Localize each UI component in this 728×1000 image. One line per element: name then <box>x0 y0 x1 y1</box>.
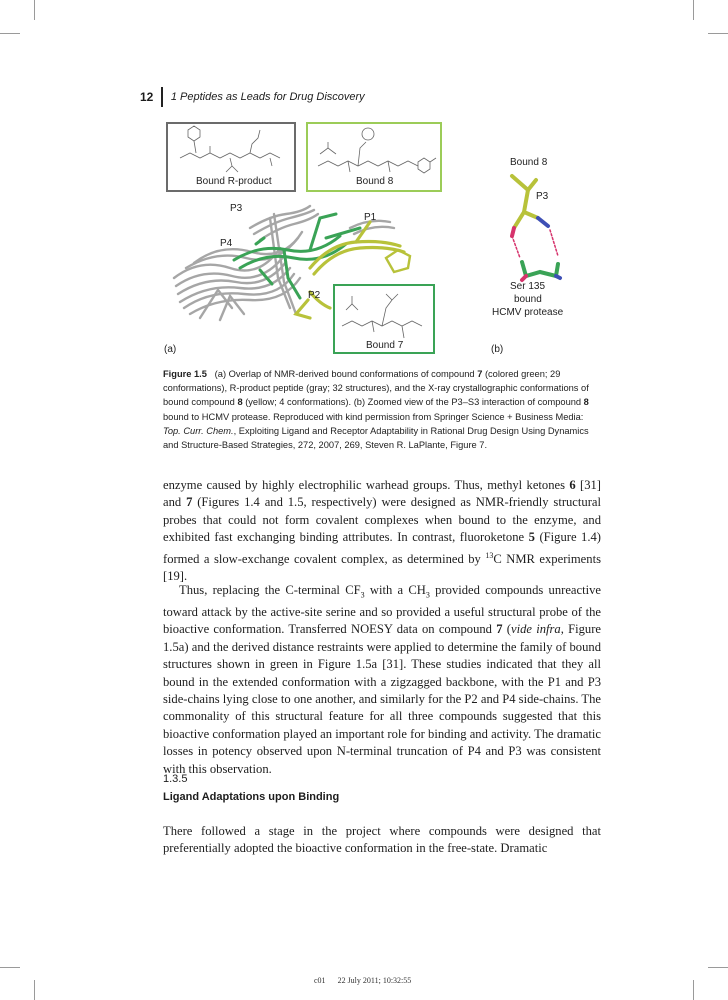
compound-ref: 7 <box>477 369 483 379</box>
head-divider <box>161 87 163 107</box>
bound-7-structure <box>342 294 422 338</box>
label-hcmv-protease: HCMV protease <box>492 307 564 318</box>
label-bound-8-right: Bound 8 <box>510 157 548 168</box>
figure-1-5 <box>160 118 600 361</box>
text: Thus, replacing the C-terminal CF <box>179 583 361 597</box>
text: There followed a stage in the project where compounds were designed that preferentially adopted the bioactive conformation in the free-state. Dramatic <box>163 824 601 856</box>
caption-text: (colored green; 29 conformations), R-product peptide (gray; 32 structures), and the X-ray crystallographic conformations of bound compound <box>163 369 589 408</box>
label-bound-8-left: Bound 8 <box>356 176 394 187</box>
crop-mark <box>693 0 694 20</box>
text: , Figure 1.5a) and the derived distance restraints were applied to determine the family of bound structures shown in green in Figure 1.5a [31]. These studies indicated that they all bound in the extended conformation with a zigzagged backbone, with the P1 and P3 side-chains lying close to one another, and similarly for the P2 and P4 side-chains. The commonality of this structural feature for all three compounds suggested that this bioactive conformation played an important role for binding and activity. The dramatic losses in potency observed upon N-terminal truncation of P4 and P3 was consistent with this observation. <box>163 622 602 776</box>
gray-conformers <box>174 206 394 320</box>
section-title: Ligand Adaptations upon Binding <box>163 791 340 803</box>
text: (Figures 1.4 and 1.5, respectively) were designed as NMR-friendly structural probes that could not form covalent complexes when bound to the enzyme, and exhibited fast exchanging binding attributes. In contrast, fluoroketone <box>163 495 601 545</box>
running-head <box>140 88 365 106</box>
label-bound-7: Bound 7 <box>366 340 404 351</box>
paragraph-1 <box>163 477 601 586</box>
compound-ref: 8 <box>583 397 589 408</box>
subscript: 3 <box>425 590 430 600</box>
crop-mark <box>34 980 35 1000</box>
label-panel-a: (a) <box>164 344 177 355</box>
r-product-structure <box>180 126 280 172</box>
crop-mark <box>0 33 20 34</box>
text: (Figure 1.4) formed a slow-exchange covalent complex, as determined by <box>163 530 601 566</box>
text: C NMR experiments [19]. <box>163 551 601 584</box>
caption-label: Figure 1.5 <box>163 369 207 379</box>
superscript: 13 <box>485 550 494 560</box>
crop-mark <box>708 967 728 968</box>
compound-ref: 5 <box>528 530 535 545</box>
text: [31] and <box>163 478 601 510</box>
label-bound: bound <box>514 294 542 305</box>
figure-caption <box>163 367 603 452</box>
label-bound-r-product: Bound R-product <box>196 176 272 187</box>
subscript: 3 <box>360 590 365 600</box>
text: with a CH <box>364 583 426 597</box>
text: ( <box>502 622 511 637</box>
journal-name: Top. Curr. Chem. <box>163 425 234 436</box>
crop-mark <box>708 33 728 34</box>
crop-mark <box>693 980 694 1000</box>
footer-code: c01 <box>314 976 326 985</box>
crop-mark <box>0 967 20 968</box>
label-p3: P3 <box>230 203 243 214</box>
paragraph-3 <box>163 823 601 858</box>
label-p1: P1 <box>364 212 377 223</box>
text: provided compounds unreactive toward attack by the active-site serine and so provided a useful structural probe of the bioactive conformation. Transferred NOESY data on compound <box>163 583 601 637</box>
caption-text: (a) Overlap of NMR-derived bound conformations of compound <box>214 369 478 379</box>
label-p3-right: P3 <box>536 191 549 202</box>
italic-text: vide infra <box>510 622 561 637</box>
crop-mark <box>34 0 35 20</box>
text: enzyme caused by highly electrophilic warhead groups. Thus, methyl ketones <box>163 478 570 492</box>
caption-text: , Exploiting Ligand and Receptor Adaptability in Rational Drug Design Using Dynamics and Structure-Based Strategies, 272, 2007, 269, Steven R. LaPlante, Figure 7. <box>163 425 589 451</box>
caption-text: (yellow; 4 conformations). (b) Zoomed view of the P3–S3 interaction of compound <box>242 397 584 408</box>
label-p4: P4 <box>220 238 233 249</box>
compound-ref: 6 <box>569 478 576 492</box>
section-number: 1.3.5 <box>163 773 188 785</box>
label-p2: P2 <box>308 290 321 301</box>
label-panel-b: (b) <box>491 344 504 355</box>
label-ser135: Ser 135 <box>510 281 546 292</box>
compound-ref: 7 <box>186 495 193 510</box>
bound-8-structure <box>318 128 436 173</box>
caption-text: bound to HCMV protease. Reproduced with kind permission from Springer Science + Business Media: <box>163 411 584 422</box>
print-footer <box>314 976 411 985</box>
compound-ref: 7 <box>496 622 503 637</box>
chapter-title: 1 Peptides as Leads for Drug Discovery <box>170 91 365 103</box>
page-number: 12 <box>140 90 154 104</box>
compound-ref: 8 <box>237 397 243 408</box>
paragraph-2 <box>163 582 601 778</box>
footer-datetime: 22 July 2011; 10:32:55 <box>337 976 412 985</box>
